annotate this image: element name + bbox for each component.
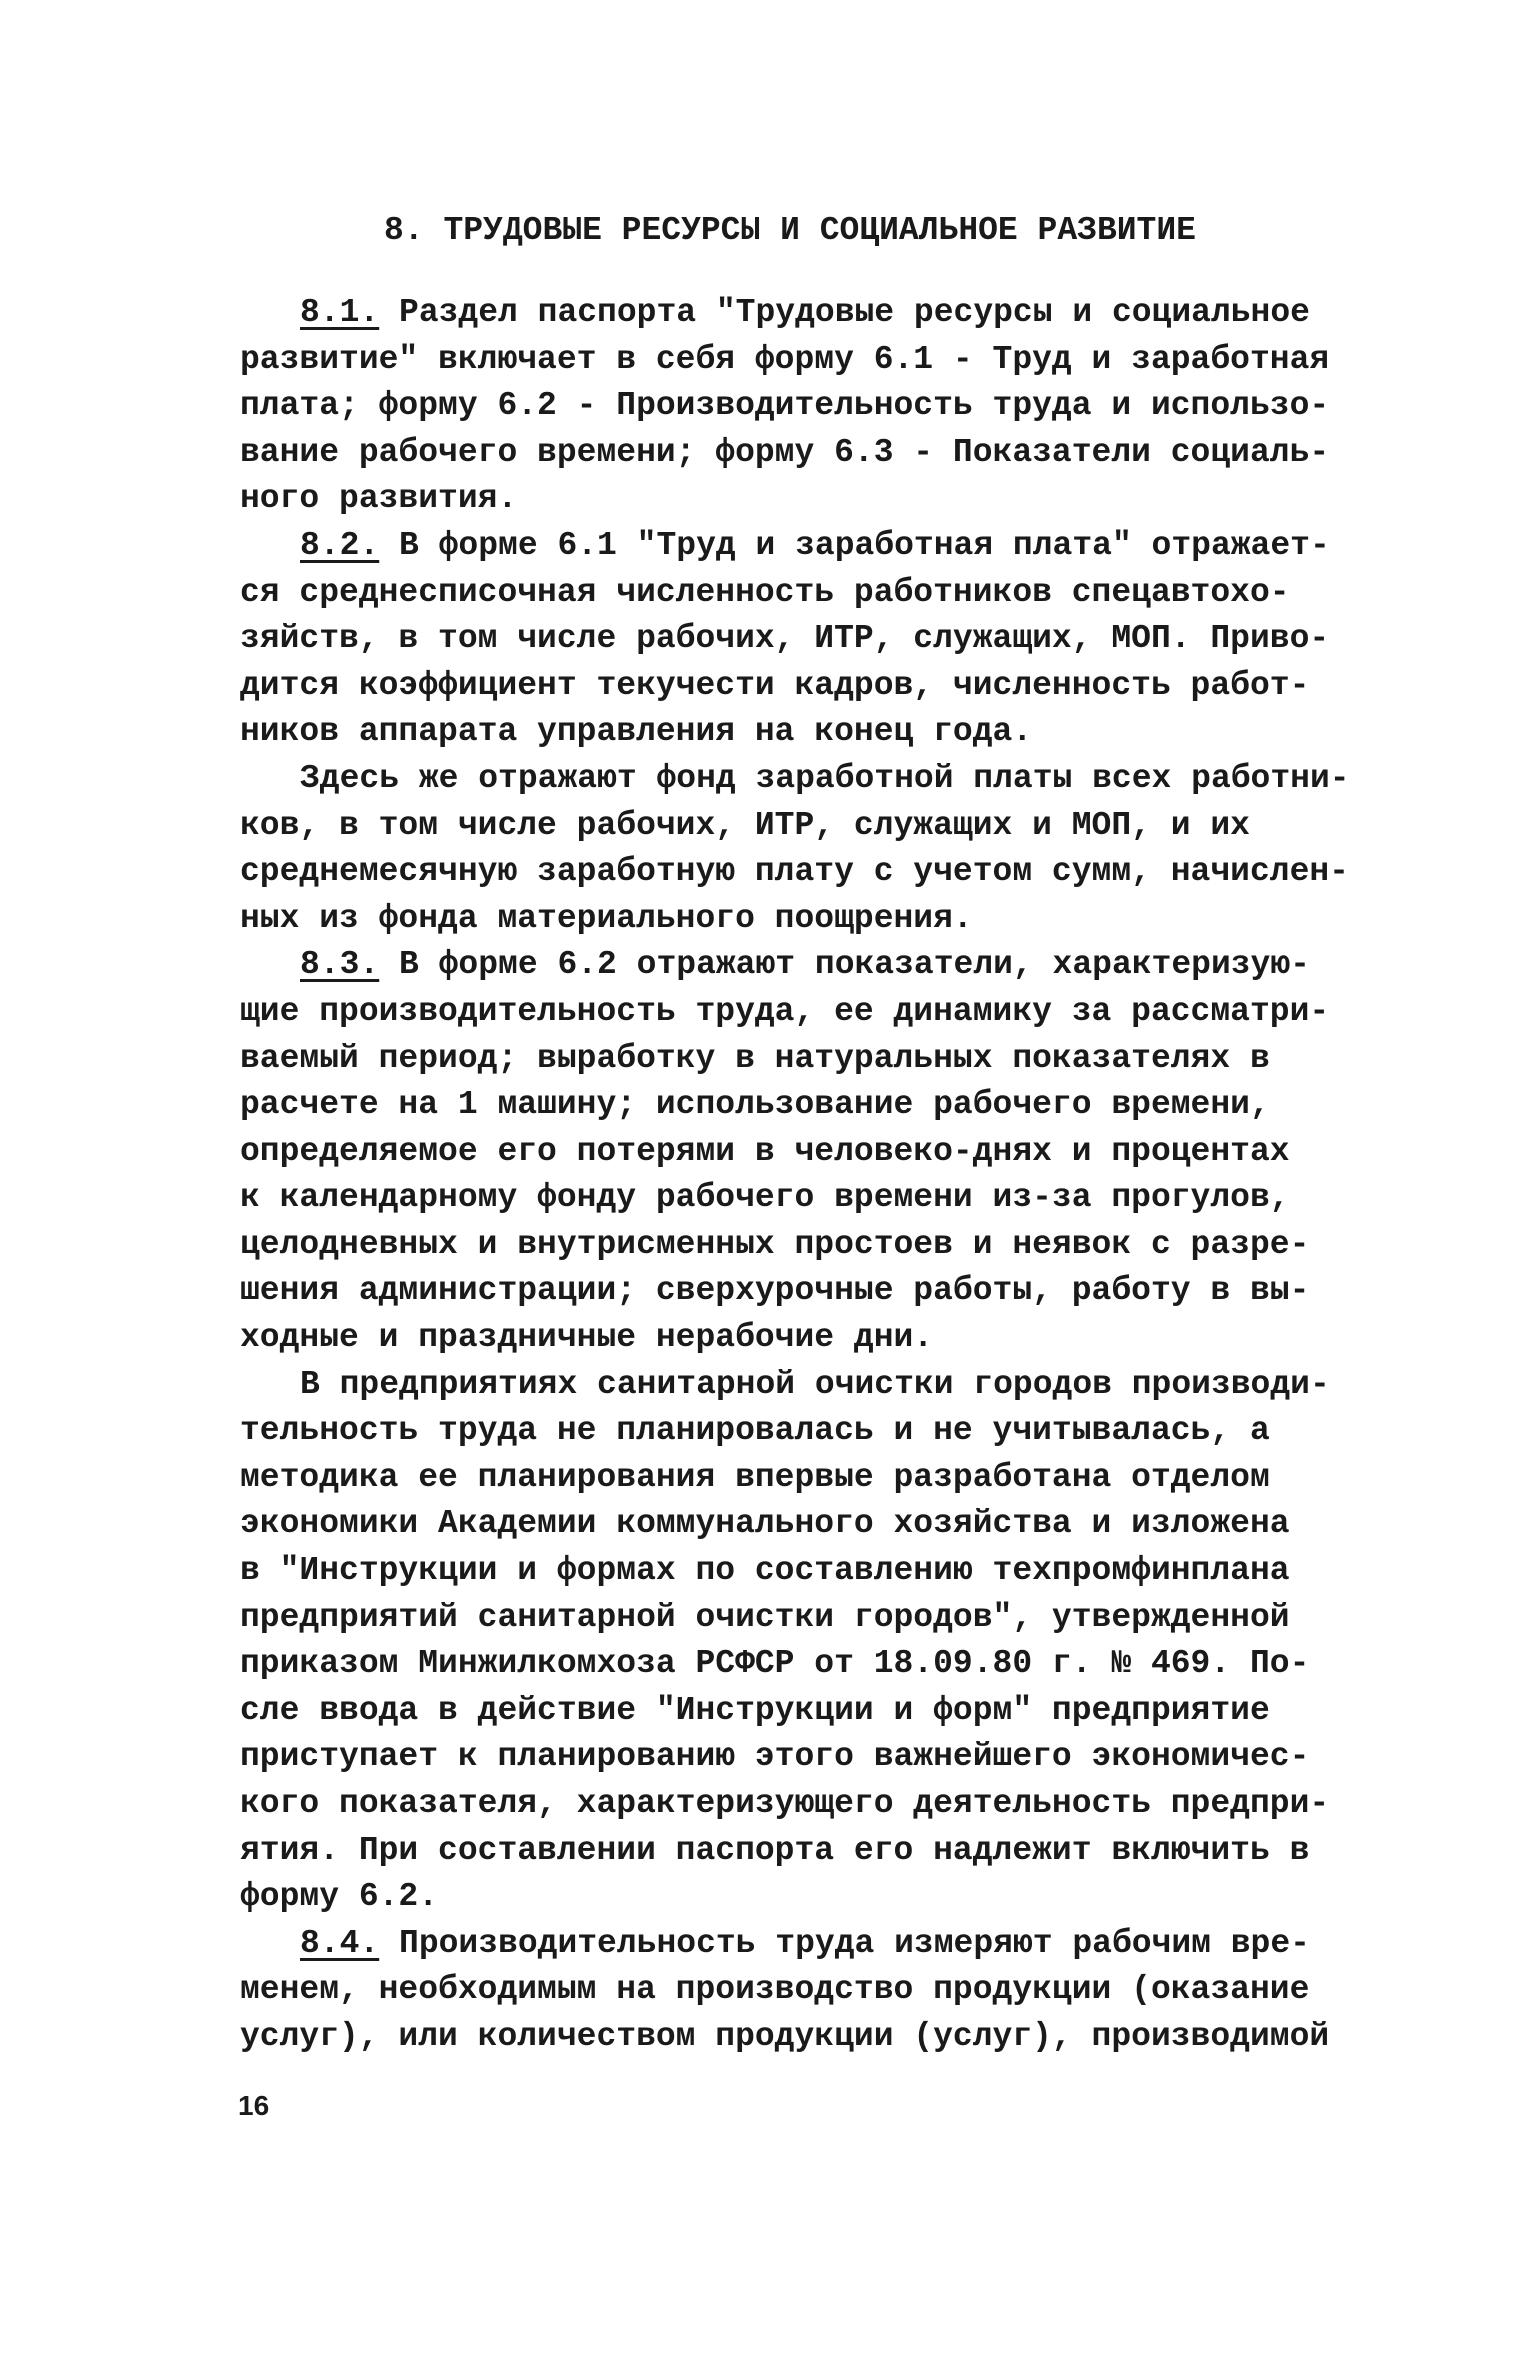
text-line [240,1175,1320,1222]
line-text: в "Инструкции и формах по составлению техпромфинплана [240,1552,1290,1590]
line-text: предприятий санитарной очистки городов", утвержденной [240,1598,1290,1636]
line-text: Производительность труда измеряют рабочим вре- [379,1924,1310,1962]
text-line [240,942,1320,989]
line-text: ников аппарата управления на конец года. [240,713,1033,751]
text-line [240,1501,1320,1548]
line-text: экономики Академии коммунального хозяйства и изложена [240,1505,1290,1543]
text-line [240,290,1320,337]
text-line [240,337,1330,384]
text-line [240,523,1330,570]
text-line [240,1781,1330,1828]
text-line [240,803,1320,850]
text-line [240,1082,1320,1129]
section-number: 8.3. [300,946,380,984]
text-line [240,1315,1320,1362]
text-line [240,709,1320,756]
line-text: зяйств, в том числе рабочих, ИТР, служащих, МОП. Приво- [240,620,1330,658]
line-text: услуг), или количеством продукции (услуг), производимой [240,2017,1330,2055]
text-line [240,1408,1320,1455]
text-line [240,896,1320,943]
line-text: развитие" включает в себя форму 6.1 - Труд и заработная [240,340,1330,378]
line-text: В форме 6.2 отражают показатели, характеризую- [379,946,1310,984]
line-text: Здесь же отражают фонд заработной платы всех работни- [300,759,1350,797]
line-text: ного развития. [240,480,518,518]
line-text: ходные и праздничные нерабочие дни. [240,1319,934,1357]
line-text: шения администрации; сверхурочные работы, работу в вы- [240,1272,1310,1310]
text-line [240,1921,1320,1968]
line-text: ваемый период; выработку в натуральных показателях в [240,1039,1270,1077]
line-text: ков, в том числе рабочих, ИТР, служащих и МОП, и их [240,806,1250,844]
line-text: приступает к планированию этого важнейшего экономичес- [240,1738,1310,1776]
line-text: кого показателя, характеризующего деятельность предпри- [240,1785,1330,1822]
line-text: сле ввода в действие "Инструкции и форм" предприятие [240,1691,1270,1729]
text-line [240,570,1320,617]
text-line [240,1548,1320,1595]
line-text: методика ее планирования впервые разработана отделом [240,1458,1270,1496]
section-number: 8.1. [300,294,380,331]
line-text: вание рабочего времени; форму 6.3 - Показатели социаль- [240,433,1330,471]
text-line [240,1688,1320,1735]
text-line [240,1967,1320,2014]
body-text [240,290,1350,2061]
text-line [240,383,1330,430]
line-text: щие производительность труда, ее динамику за рассматри- [240,992,1330,1030]
line-text: расчете на 1 машину; использование рабочего времени, [240,1086,1270,1124]
text-line [240,1036,1320,1083]
text-line [240,2014,1330,2061]
text-line [240,756,1350,803]
text-line [240,1828,1320,1875]
line-text: целодневных и внутрисменных простоев и неявок с разре- [240,1225,1310,1263]
line-text: менем, необходимым на производство продукции (оказание [240,1971,1310,2009]
line-text: Раздел паспорта "Трудовые ресурсы и социальное [379,294,1310,331]
text-line [240,1595,1320,1642]
text-line [240,1874,1320,1921]
page-number: 16 [238,2090,270,2121]
text-line [240,1129,1320,1176]
text-line [240,849,1349,896]
text-line [240,1641,1320,1688]
line-text: форму 6.2. [240,1878,439,1916]
text-line [240,1268,1320,1315]
line-text: ся среднесписочная численность работников спецавтохо- [240,573,1290,611]
line-text: В форме 6.1 "Труд и заработная плата" отражает- [379,526,1330,564]
line-text: дится коэффициент текучести кадров, численность работ- [240,666,1310,704]
text-line [240,663,1320,710]
section-number: 8.2. [300,526,380,564]
line-text: тельность труда не планировалась и не учитывалась, а [240,1412,1270,1450]
section-number: 8.4. [300,1924,380,1962]
text-line [240,989,1330,1036]
text-line [240,1455,1320,1502]
text-line [240,476,1320,523]
line-text: приказом Минжилкомхоза РСФСР от 18.09.80 г. № 469. По- [240,1645,1310,1683]
line-text: В предприятиях санитарной очистки городов производи- [300,1365,1330,1403]
line-text: ятия. При составлении паспорта его надлежит включить в [240,1831,1310,1869]
text-line [240,1734,1320,1781]
text-line [240,616,1330,663]
line-text: ных из фонда материального поощрения. [240,899,973,937]
line-text: определяемое его потерями в человеко-днях и процентах [240,1132,1290,1170]
line-text: плата; форму 6.2 - Производительность труда и использо- [240,387,1330,425]
text-line [240,1222,1320,1269]
text-line [240,430,1330,477]
section-heading: 8. ТРУДОВЫЕ РЕСУРСЫ И СОЦИАЛЬНОЕ РАЗВИТИЕ [384,212,1196,249]
line-text: среднемесячную заработную плату с учетом сумм, начислен- [240,853,1349,891]
line-text: к календарному фонду рабочего времени из-за прогулов, [240,1179,1290,1217]
text-line [240,1362,1330,1409]
